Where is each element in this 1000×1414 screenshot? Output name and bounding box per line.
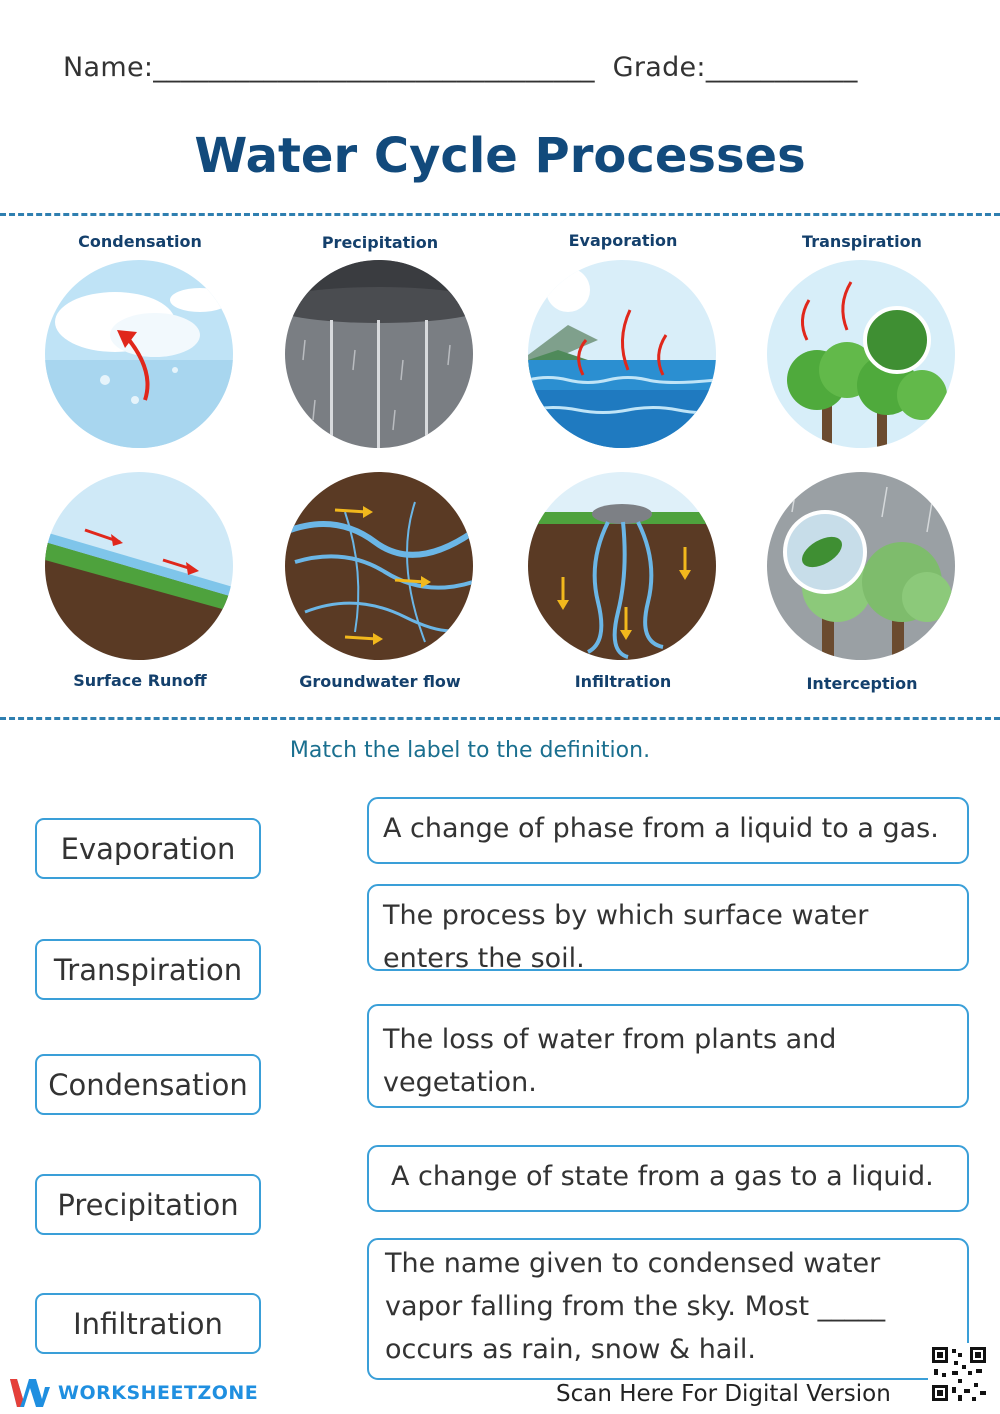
- image-label: Evaporation: [568, 231, 678, 250]
- instruction-text: Match the label to the definition.: [289, 738, 651, 763]
- definition-box-1[interactable]: A change of phase from a liquid to a gas.: [367, 797, 969, 864]
- scan-instruction: Scan Here For Digital Version: [556, 1381, 891, 1407]
- worksheetzone-logo: [10, 1377, 258, 1409]
- soil-infiltration-icon: [528, 472, 716, 660]
- top-divider: [0, 213, 1000, 216]
- term-box-precipitation[interactable]: Precipitation: [35, 1174, 261, 1235]
- term-box-evaporation[interactable]: Evaporation: [35, 818, 261, 879]
- tree-interception-icon: [767, 472, 955, 660]
- image-label: Transpiration: [802, 232, 922, 251]
- image-label: Precipitation: [321, 233, 439, 252]
- w-logo-icon: [10, 1377, 50, 1409]
- logo-text: WORKSHEETZONE: [58, 1382, 259, 1404]
- image-label: Condensation: [78, 232, 202, 251]
- qr-code-icon[interactable]: [928, 1343, 990, 1405]
- image-label: Interception: [806, 674, 918, 693]
- page-title: Water Cycle Processes: [194, 128, 806, 184]
- definition-box-5[interactable]: The name given to condensed water vapor falling from the sky. Most _____ occurs as rain, snow & hail.: [367, 1238, 969, 1380]
- term-box-transpiration[interactable]: Transpiration: [35, 939, 261, 1000]
- ocean-evaporation-icon: [528, 260, 716, 448]
- bottom-divider: [0, 717, 1000, 720]
- slope-runoff-icon: [45, 472, 233, 660]
- definition-box-4[interactable]: A change of state from a gas to a liquid.: [367, 1145, 969, 1212]
- definition-box-3[interactable]: The loss of water from plants and vegetation.: [367, 1004, 969, 1108]
- term-box-infiltration[interactable]: Infiltration: [35, 1293, 261, 1354]
- term-box-condensation[interactable]: Condensation: [35, 1054, 261, 1115]
- rain-cloud-icon: [285, 260, 473, 448]
- image-label: Surface Runoff: [73, 671, 207, 690]
- definition-box-2[interactable]: The process by which surface water enters the soil.: [367, 884, 969, 971]
- image-label: Groundwater flow: [299, 672, 461, 691]
- groundwater-icon: [285, 472, 473, 660]
- cloud-condensation-icon: [45, 260, 233, 448]
- tree-transpiration-icon: [767, 260, 955, 448]
- name-grade-line: Name:________________________________ Grade:___________: [63, 52, 858, 83]
- image-label: Infiltration: [574, 672, 672, 691]
